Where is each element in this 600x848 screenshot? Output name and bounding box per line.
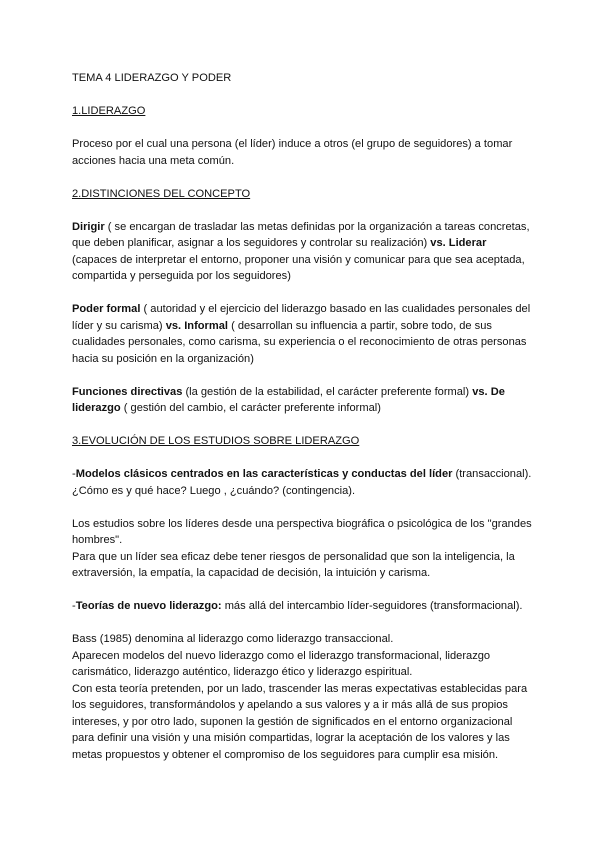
modelos-clasicos-desc: (transaccional). ¿Cómo es y qué hace? Luego , ¿cuándo? (contingencia). bbox=[72, 468, 532, 497]
dirigir-term: Dirigir bbox=[72, 220, 105, 233]
document-body bbox=[72, 70, 532, 763]
bullet-dash: - bbox=[72, 468, 76, 480]
dirigir-desc: ( se encargan de trasladar las metas definidas por la organización a tareas concretas, que deben planificar, asignar a los seguidores y controlar su realización) bbox=[72, 220, 530, 249]
funciones-directivas-desc: (la gestión de la estabilidad, el carácter preferente formal) bbox=[182, 385, 473, 398]
bullet-dash: - bbox=[72, 600, 76, 612]
liderar-term: vs. Liderar bbox=[430, 237, 487, 249]
de-liderazgo-desc: ( gestión del cambio, el carácter preferente informal) bbox=[120, 402, 381, 414]
grandes-hombres-paragraph: Los estudios sobre los líderes desde una perspectiva biográfica o psicológica de los "grandes hombres". bbox=[72, 517, 532, 546]
nuevo-liderazgo-desc: más allá del intercambio líder-seguidores (transformacional). bbox=[221, 600, 523, 612]
poder-formal-vs-informal-paragraph bbox=[72, 301, 532, 367]
section-3-heading: 3.EVOLUCIÓN DE LOS ESTUDIOS SOBRE LIDERAZGO bbox=[72, 435, 360, 447]
dirigir-vs-liderar-paragraph bbox=[72, 219, 532, 285]
funciones-directivas-paragraph bbox=[72, 384, 532, 417]
funciones-directivas-term: Funciones directivas bbox=[72, 385, 183, 398]
de-liderazgo-term: vs. De liderazgo bbox=[72, 385, 505, 414]
bass-paragraph: Bass (1985) denomina al liderazgo como liderazgo transaccional. bbox=[72, 633, 394, 645]
liderar-desc: (capaces de interpretar el entorno, proponer una visión y comunicar para que sea aceptada, compartida y perseguida por los seguidores) bbox=[72, 253, 525, 282]
nuevo-liderazgo-paragraph bbox=[72, 598, 532, 615]
poder-formal-term: Poder formal bbox=[72, 303, 141, 315]
poder-formal-desc: ( autoridad y el ejercicio del liderazgo basado en las cualidades personales del líder y su carisma) bbox=[72, 303, 531, 332]
section-1-definition: Proceso por el cual una persona (el líder) induce a otros (el grupo de seguidores) a tomar acciones hacia una meta común. bbox=[72, 138, 513, 167]
teoria-paragraph: Con esta teoría pretenden, por un lado, trascender las meras expectativas establecidas para los seguidores, transformándolos y apelando a sus valores y a ir más allá de sus propios intereses, y por otro lado, suponen la gestión de significados en el entorno organizacional para definir una visión y una misión compartidas, lograr la aceptación de los valores y las metas propuestos y obtener el compromiso de los seguidores para cumplir esa misión. bbox=[72, 682, 528, 761]
modelos-nuevo-liderazgo-paragraph: Aparecen modelos del nuevo liderazgo como el liderazgo transformacional, liderazgo carismático, liderazgo auténtico, liderazgo ético y liderazgo espiritual. bbox=[72, 649, 491, 678]
informal-desc: ( desarrollan su influencia a partir, sobre todo, de sus cualidades personales, como carisma, su experiencia o el reconocimiento de otras personas hacia su posición en la organización) bbox=[72, 319, 527, 365]
modelos-clasicos-term: Modelos clásicos centrados en las características y conductas del líder bbox=[75, 468, 453, 480]
section-1-heading: 1.LIDERAZGO bbox=[72, 105, 146, 117]
modelos-clasicos-paragraph bbox=[72, 466, 532, 499]
document-title: TEMA 4 LIDERAZGO Y PODER bbox=[72, 72, 232, 84]
informal-term: vs. Informal bbox=[165, 319, 228, 332]
nuevo-liderazgo-term: Teorías de nuevo liderazgo: bbox=[75, 600, 222, 612]
lider-eficaz-paragraph: Para que un líder sea eficaz debe tener riesgos de personalidad que son la inteligencia, la extraversión, la empatía, la capacidad de decisión, la intuición y carisma. bbox=[72, 550, 515, 579]
section-2-heading: 2.DISTINCIONES DEL CONCEPTO bbox=[72, 187, 251, 200]
